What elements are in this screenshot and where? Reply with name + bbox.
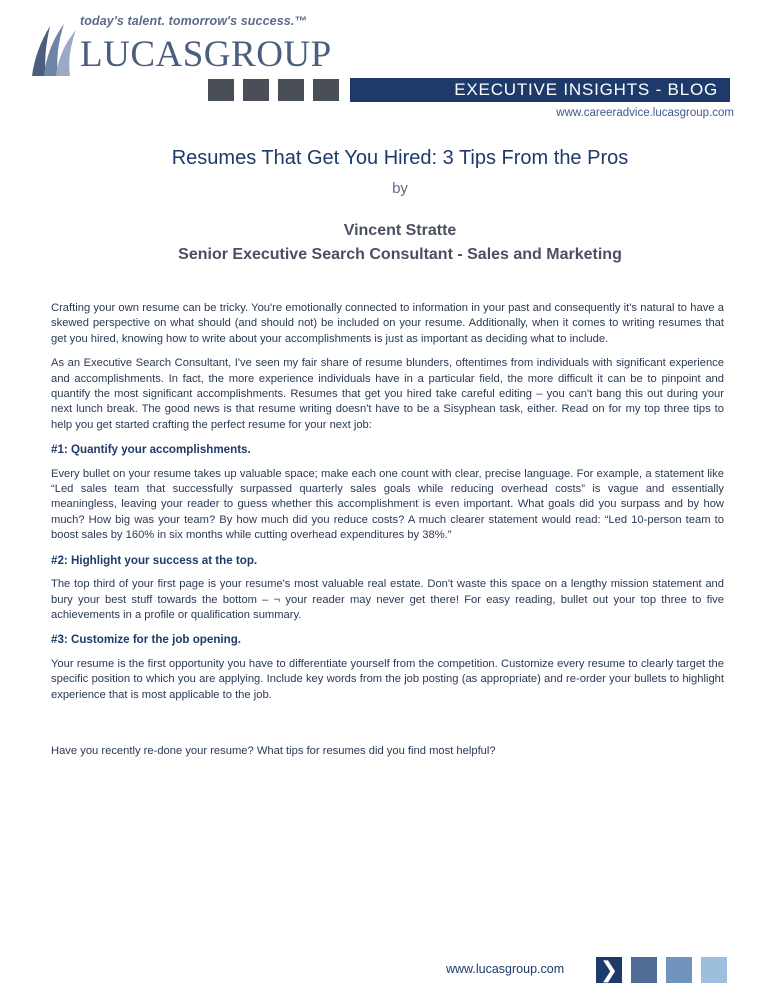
header-square [243, 79, 269, 101]
banner-title: EXECUTIVE INSIGHTS - BLOG [454, 80, 718, 99]
footer-square [701, 957, 727, 983]
footer-square [666, 957, 692, 983]
footer-url[interactable]: www.lucasgroup.com [446, 962, 565, 976]
article-author-title: Senior Executive Search Consultant - Sales and Marketing [178, 246, 622, 263]
tip-1-heading: #1: Quantify your accomplishments. [51, 443, 251, 457]
logo-wordmark: LUCASGROUP [80, 34, 332, 75]
article-body [51, 301, 724, 768]
tip-1-text: Every bullet on your resume takes up valuable space; make each one count with clear, precise language. For example, a statement like “Led sales team that successfully surpassed quarterly sales goals while reducing overhead costs” is vague and essentially meaningless, leaving your reader to guess whether this accomplishment is even important. What goals did you surpass and by how much? How big was your team? By how much did you reduce costs? A much clearer statement would read: “Led 10-person team to boost sales by 160% in six months while cutting overhead expenditures by 38%.” [51, 467, 724, 542]
header-square [313, 79, 339, 101]
tip-2-text: The top third of your first page is your resume's most valuable real estate. Don't waste this space on a lengthy mission statement and bury your best stuff towards the bottom – ¬ your reader may never get there! For easy reading, bullet out your top three to five achievements in a profile or qualification summary. [51, 578, 724, 621]
article-author: Vincent Stratte [343, 222, 457, 239]
header-banner [350, 78, 730, 102]
article-by: by [392, 180, 408, 197]
tip-3-heading: #3: Customize for the job opening. [51, 633, 242, 647]
intro-paragraph-1: Crafting your own resume can be tricky. You're emotionally connected to information in your past and consequently it's natural to have a skewed perspective on what should (and should not) be included on your resume. Additionally, when it comes to writing resumes that get you hired, knowing how to write about your accomplishments is just as important as deciding what to include. [51, 302, 724, 345]
tip-3-text: Your resume is the first opportunity you have to differentiate yourself from the competition. Customize every resume to clearly target the specific position to which you are applying. Include key words from the job posting (as appropriate) and re-order your bullets to highlight experience that is most applicable to the job. [51, 657, 724, 701]
article-title: Resumes That Get You Hired: 3 Tips From the Pros [171, 147, 629, 169]
logo-tagline: today's talent. tomorrow's success.™ [80, 14, 307, 28]
next-arrow-icon[interactable] [596, 957, 622, 983]
chevron-right-icon: ❯ [599, 957, 619, 982]
logo-mark-icon [28, 20, 80, 78]
lucasgroup-logo [28, 10, 348, 90]
header-squares [208, 79, 339, 101]
header-square [208, 79, 234, 101]
header-site-url[interactable]: www.careeradvice.lucasgroup.com [556, 107, 734, 119]
header-square [278, 79, 304, 101]
intro-paragraph-2: As an Executive Search Consultant, I've seen my fair share of resume blunders, oftentimes from individuals with significant experience and accomplishments. In fact, the more experience individuals have in a particular field, the more difficult it can be to pinpoint and quantify the most significant accomplishments. Resumes that get you hired take careful editing – you can't bang this out during your next lunch break. The good news is that resume writing doesn't have to be a Sisyphean task, either. Read on for my top three tips to help you get started crafting the perfect resume for your next job: [51, 357, 724, 431]
footer-square [631, 957, 657, 983]
tip-2-heading: #2: Highlight your success at the top. [51, 553, 258, 567]
closing-question: Have you recently re-done your resume? What tips for resumes did you find most helpful? [51, 744, 496, 757]
footer-squares [596, 957, 727, 983]
